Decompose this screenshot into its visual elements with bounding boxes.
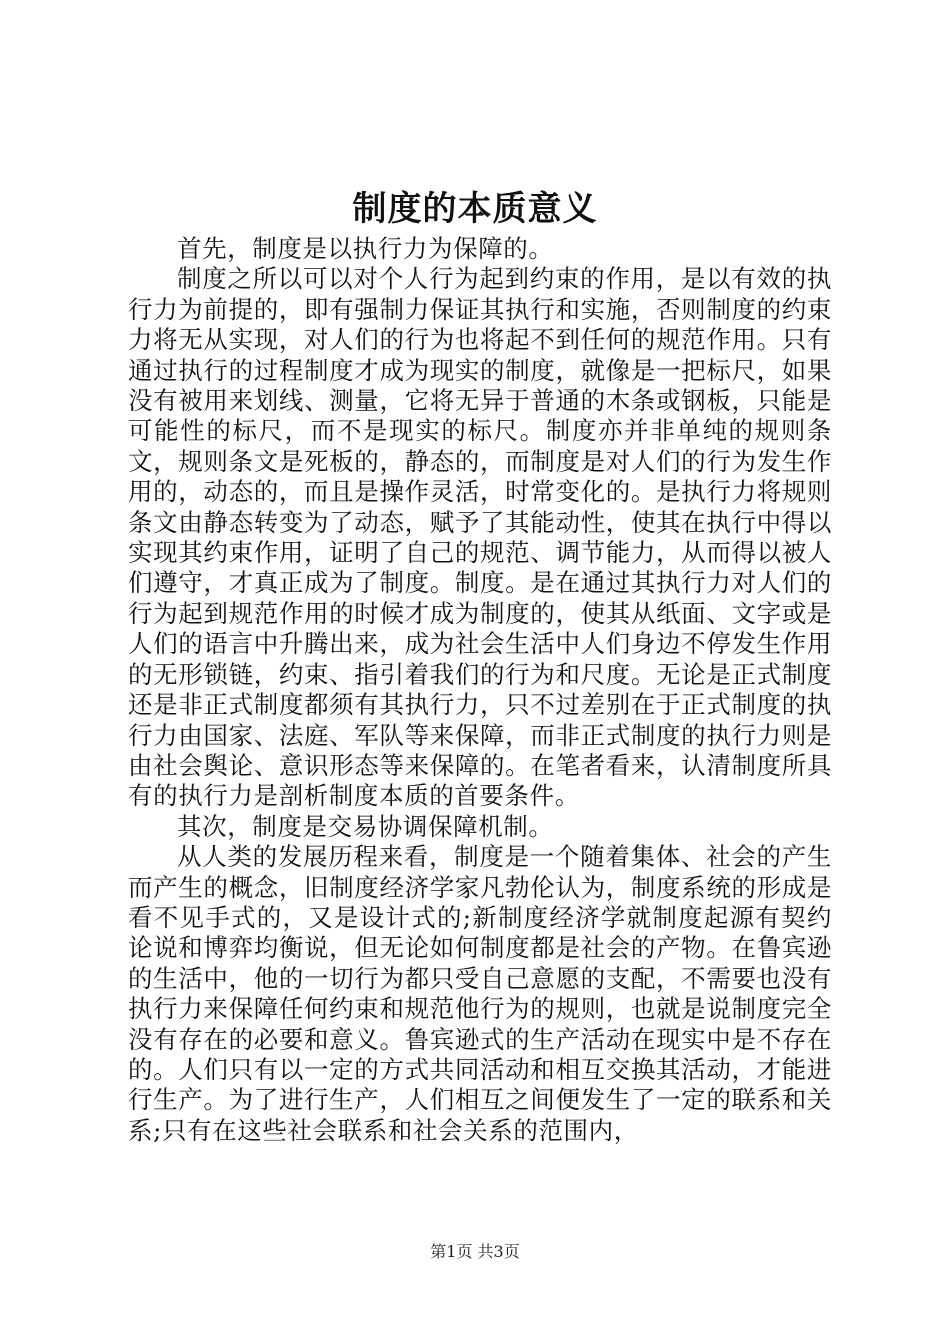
document-body: [128, 234, 832, 1146]
paragraph-3: 其次，制度是交易协调保障机制。: [177, 811, 554, 841]
page-footer: 第1页 共3页: [430, 1242, 520, 1261]
paragraph-1: 首先，制度是以执行力为保障的。: [177, 234, 554, 263]
paragraph-4: 从人类的发展历程来看，制度是一个随着集体、社会的产生而产生的概念，旧制度经济学家凡勃伦认为，制度系统的形成是看不见手式的，又是设计式的;新制度经济学就制度起源有契约论说和博弈均衡说，但无论如何制度都是社会的产物。在鲁宾逊的生活中，他的一切行为都只受自己意愿的支配，不需要也没有执行力来保障任何约束和规范他行为的规则，也就是说制度完全没有存在的必要和意义。鲁宾逊式的生产活动在现实中是不存在的。人们只有以一定的方式共同活动和相互交换其活动，才能进行生产。为了进行生产，人们相互之间便发生了一定的联系和关系;只有在这些社会联系和社会关系的范围内，: [128, 842, 832, 1145]
paragraph-2: 制度之所以可以对个人行为起到约束的作用，是以有效的执行力为前提的，即有强制力保证其执行和实施，否则制度的约束力将无从实现，对人们的行为也将起不到任何的规范作用。只有通过执行的过程制度才成为现实的制度，就像是一把标尺，如果没有被用来划线、测量，它将无异于普通的木条或钢板，只能是可能性的标尺，而不是现实的标尺。制度亦并非单纯的规则条文，规则条文是死板的，静态的，而制度是对人们的行为发生作用的，动态的，而且是操作灵活，时常变化的。是执行力将规则条文由静态转变为了动态，赋予了其能动性，使其在执行中得以实现其约束作用，证明了自己的规范、调节能力，从而得以被人们遵守，才真正成为了制度。制度。是在通过其执行力对人们的行为起到规范作用的时候才成为制度的，使其从纸面、文字或是人们的语言中升腾出来，成为社会生活中人们身边不停发生作用的无形锁链，约束、指引着我们的行为和尺度。无论是正式制度还是非正式制度都须有其执行力，只不过差别在于正式制度的执行力由国家、法庭、军队等来保障，而非正式制度的执行力则是由社会舆论、意识形态等来保障的。在笔者看来，认清制度所具有的执行力是剖析制度本质的首要条件。: [128, 264, 832, 811]
document-title: 制度的本质意义: [352, 189, 598, 229]
